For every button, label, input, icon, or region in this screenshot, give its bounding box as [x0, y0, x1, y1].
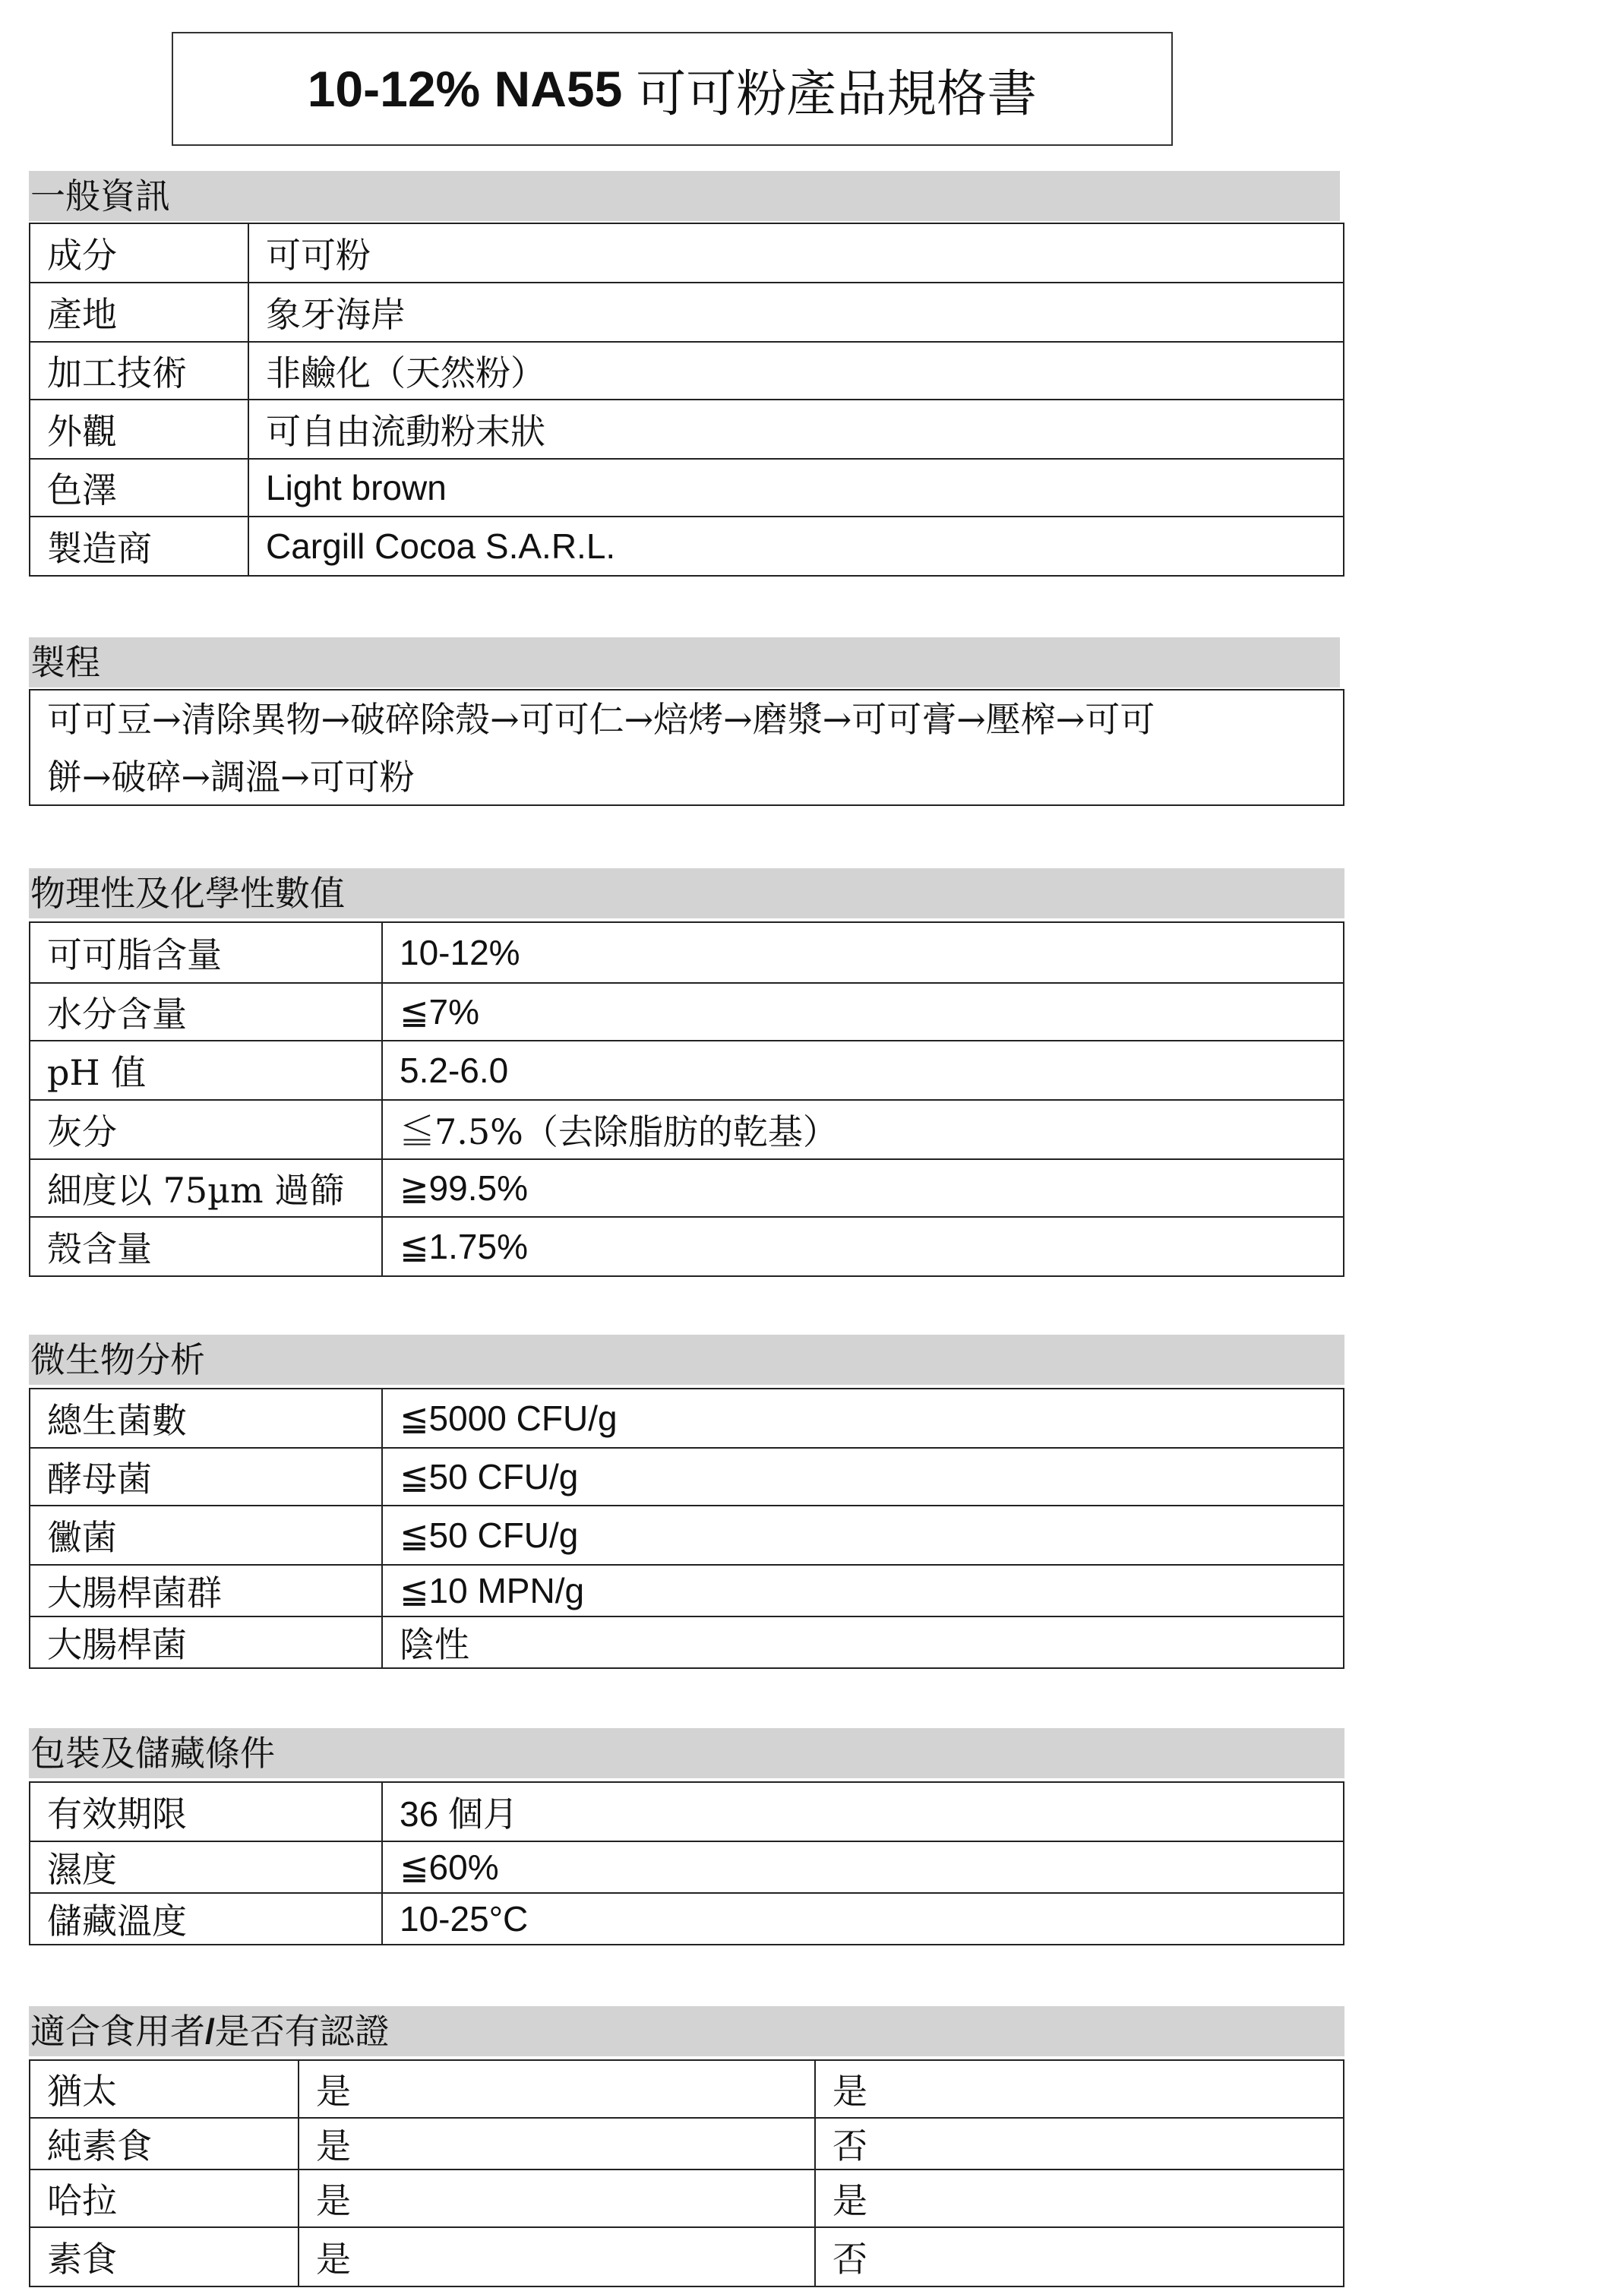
row-label: 素食 [30, 2227, 299, 2286]
table-row [30, 459, 1344, 517]
certs-header-suitable: 適合食用者 [30, 2011, 205, 2052]
certified-value: 是 [815, 2169, 1344, 2227]
row-value: 非鹼化（天然粉） [248, 342, 1344, 400]
certified-value: 否 [815, 2227, 1344, 2286]
certified-value: 是 [815, 2060, 1344, 2118]
row-value: Light brown [248, 459, 1344, 517]
table-row [30, 342, 1344, 400]
row-label: 可可脂含量 [30, 922, 382, 983]
row-value: 36 個月 [382, 1782, 1344, 1841]
row-value: ≦10 MPN/g [382, 1565, 1344, 1616]
row-label: 大腸桿菌群 [30, 1565, 382, 1616]
table-row [30, 1041, 1344, 1100]
table-row [30, 1217, 1344, 1276]
section-header-physchem: 物理性及化學性數值 [29, 868, 1344, 918]
row-value: 10-25°C [382, 1893, 1344, 1945]
row-label: pH 值 [30, 1041, 382, 1100]
section-header-storage: 包裝及儲藏條件 [29, 1728, 1344, 1778]
row-label: 大腸桿菌 [30, 1616, 382, 1668]
title-product-code: 10-12% NA55 [307, 61, 623, 117]
row-label: 哈拉 [30, 2169, 299, 2227]
row-value: ≦7% [382, 983, 1344, 1041]
table-row [30, 983, 1344, 1041]
table-row [30, 1782, 1344, 1841]
row-label: 純素食 [30, 2118, 299, 2169]
row-value: ≦1.75% [382, 1217, 1344, 1276]
certs-header-separator: / [205, 2011, 215, 2051]
section-header-general: 一般資訊 [29, 171, 1340, 221]
suitable-value: 是 [299, 2169, 815, 2227]
row-label: 製造商 [30, 517, 248, 576]
process-flow [29, 689, 1344, 806]
row-value: 陰性 [382, 1616, 1344, 1668]
table-row [30, 283, 1344, 342]
table-row [30, 1100, 1344, 1159]
table-row [30, 1448, 1344, 1506]
row-label: 黴菌 [30, 1506, 382, 1565]
certs-table [29, 2059, 1344, 2287]
micro-table [29, 1388, 1344, 1669]
row-value: 可可粉 [248, 223, 1344, 283]
row-label: 色澤 [30, 459, 248, 517]
row-label: 濕度 [30, 1841, 382, 1893]
row-label: 成分 [30, 223, 248, 283]
certified-value: 否 [815, 2118, 1344, 2169]
row-label: 儲藏溫度 [30, 1893, 382, 1945]
general-info-table [29, 223, 1344, 577]
table-row [30, 1506, 1344, 1565]
row-value: 10-12% [382, 922, 1344, 983]
row-label: 灰分 [30, 1100, 382, 1159]
row-label: 殼含量 [30, 1217, 382, 1276]
row-value: 象牙海岸 [248, 283, 1344, 342]
row-value: ≦50 CFU/g [382, 1448, 1344, 1506]
process-line: 可可豆→清除異物→破碎除殼→可可仁→焙烤→磨漿→可可膏→壓榨→可可 [47, 699, 1155, 740]
row-label: 加工技術 [30, 342, 248, 400]
row-value: ≧99.5% [382, 1159, 1344, 1217]
table-row [30, 223, 1344, 283]
table-row [30, 1893, 1344, 1945]
table-row [30, 517, 1344, 576]
table-row [30, 2169, 1344, 2227]
row-label: 外觀 [30, 400, 248, 459]
physchem-table [29, 921, 1344, 1277]
row-value: ≦5000 CFU/g [382, 1389, 1344, 1448]
section-header-certs [29, 2006, 1344, 2056]
suitable-value: 是 [299, 2060, 815, 2118]
table-row [30, 2060, 1344, 2118]
row-value: 可自由流動粉末狀 [248, 400, 1344, 459]
table-row [30, 1159, 1344, 1217]
table-row [30, 400, 1344, 459]
row-label: 細度以 75µm 過篩 [30, 1159, 382, 1217]
row-label: 總生菌數 [30, 1389, 382, 1448]
row-value: ≦60% [382, 1841, 1344, 1893]
document-title [172, 32, 1173, 146]
table-row [30, 2118, 1344, 2169]
suitable-value: 是 [299, 2227, 815, 2286]
process-line: 餅→破碎→調溫→可可粉 [47, 757, 415, 798]
row-label: 產地 [30, 283, 248, 342]
section-header-micro: 微生物分析 [29, 1335, 1344, 1385]
row-value: ≦7.5%（去除脂肪的乾基） [382, 1100, 1344, 1159]
row-label: 酵母菌 [30, 1448, 382, 1506]
row-label: 猶太 [30, 2060, 299, 2118]
table-row [30, 1841, 1344, 1893]
certs-header-certified: 是否有認證 [214, 2011, 390, 2052]
row-value: Cargill Cocoa S.A.R.L. [248, 517, 1344, 576]
table-row [30, 922, 1344, 983]
table-row [30, 1565, 1344, 1616]
row-value: ≦50 CFU/g [382, 1506, 1344, 1565]
suitable-value: 是 [299, 2118, 815, 2169]
table-row [30, 2227, 1344, 2286]
storage-table [29, 1781, 1344, 1945]
row-label: 有效期限 [30, 1782, 382, 1841]
title-text: 可可粉產品規格書 [636, 64, 1038, 123]
table-row [30, 1616, 1344, 1668]
row-value: 5.2-6.0 [382, 1041, 1344, 1100]
row-label: 水分含量 [30, 983, 382, 1041]
table-row [30, 1389, 1344, 1448]
section-header-process: 製程 [29, 637, 1340, 687]
